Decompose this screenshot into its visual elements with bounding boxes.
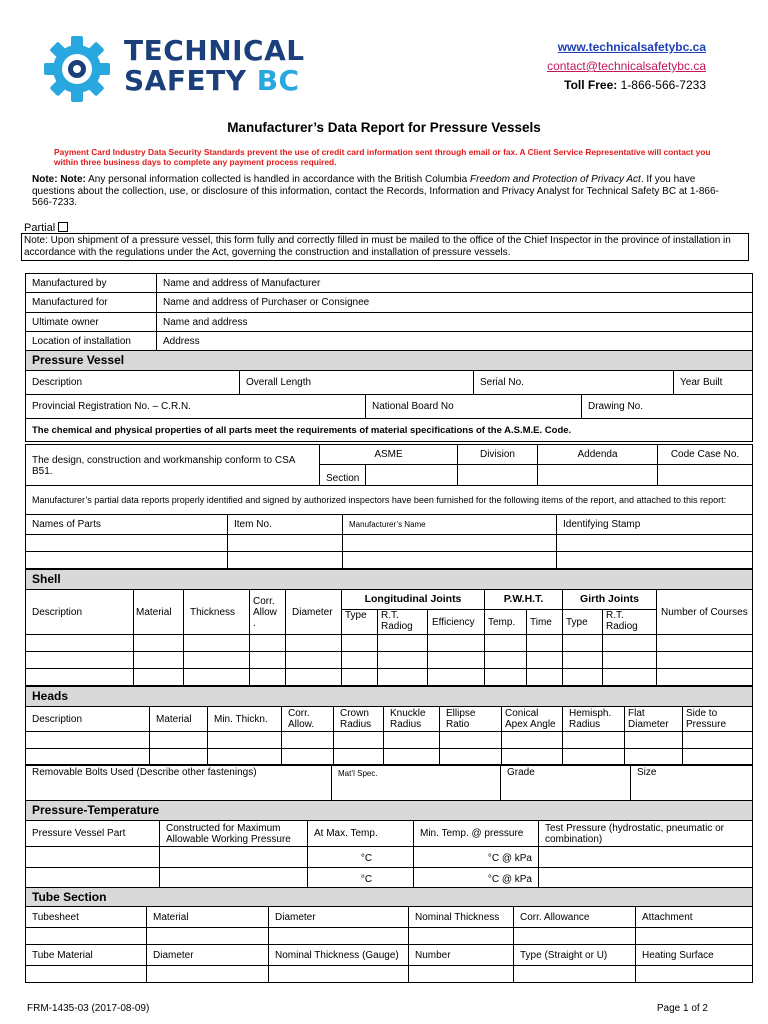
design-statement: The design, construction and workmanship conform to CSA B51. bbox=[26, 445, 320, 486]
partial-checkbox[interactable] bbox=[58, 222, 68, 232]
tollfree-number: 1-866-566-7233 bbox=[620, 78, 706, 92]
table-row bbox=[26, 732, 753, 749]
cell[interactable] bbox=[26, 652, 134, 669]
cell[interactable] bbox=[409, 928, 514, 945]
manufacturers-name-header: Manufacturer’s Name bbox=[343, 515, 557, 535]
heads-material-header: Material bbox=[150, 707, 208, 732]
cell[interactable] bbox=[603, 652, 657, 669]
cell[interactable] bbox=[636, 966, 753, 983]
table-row bbox=[26, 535, 753, 552]
cell[interactable] bbox=[26, 669, 134, 686]
division-value[interactable] bbox=[458, 465, 538, 486]
tube-section-table bbox=[25, 887, 753, 983]
shell-thickness-header: Thickness bbox=[184, 590, 250, 635]
bolts-table bbox=[25, 764, 753, 801]
ultimate-owner-field[interactable]: Name and address bbox=[157, 313, 753, 332]
cell[interactable] bbox=[440, 749, 502, 766]
logo-wordmark bbox=[124, 36, 305, 96]
shell-material-header: Material bbox=[134, 590, 184, 635]
cell[interactable] bbox=[563, 652, 603, 669]
part-name-cell[interactable] bbox=[26, 552, 228, 569]
cell[interactable] bbox=[539, 847, 753, 868]
page-number: Page 1 of 2 bbox=[656, 1003, 708, 1014]
table-row bbox=[26, 847, 753, 868]
cell[interactable] bbox=[160, 868, 308, 889]
cell[interactable] bbox=[134, 635, 184, 652]
division-field[interactable]: Division bbox=[458, 445, 538, 465]
removable-bolts-field[interactable]: Removable Bolts Used (Describe other fastenings) bbox=[26, 765, 332, 801]
matl-spec-field[interactable]: Mat’l Spec. bbox=[332, 765, 501, 801]
cell[interactable] bbox=[683, 732, 753, 749]
table-row bbox=[26, 669, 753, 686]
cell[interactable] bbox=[527, 669, 563, 686]
cell[interactable] bbox=[636, 928, 753, 945]
tube-number-header: Number bbox=[409, 945, 514, 966]
efficiency-header: Efficiency bbox=[428, 610, 485, 635]
cell[interactable] bbox=[514, 928, 636, 945]
cell[interactable] bbox=[563, 749, 625, 766]
manufactured-by-field[interactable]: Name and address of Manufacturer bbox=[157, 274, 753, 293]
table-row bbox=[26, 552, 753, 569]
cell[interactable] bbox=[527, 635, 563, 652]
crown-radius-header: Crown Radius bbox=[334, 707, 384, 732]
manufactured-for-field[interactable]: Name and address of Purchaser or Consignee bbox=[157, 293, 753, 313]
cell[interactable] bbox=[378, 669, 428, 686]
serial-no-field[interactable]: Serial No. bbox=[474, 371, 674, 395]
cell[interactable] bbox=[334, 749, 384, 766]
heads-table bbox=[25, 686, 753, 766]
pci-notice: Payment Card Industry Data Security Standards prevent the use of credit card information sent through email or fax. A Client Service Representative will contact you within three business days to complete any payment process required. bbox=[54, 147, 711, 167]
cell[interactable] bbox=[485, 652, 527, 669]
tube-section-heading: Tube Section bbox=[26, 888, 753, 907]
cell[interactable] bbox=[334, 732, 384, 749]
pv-description-field[interactable]: Description bbox=[26, 371, 240, 395]
attachment-header: Attachment bbox=[636, 907, 753, 928]
page-title: Manufacturer’s Data Report for Pressure Vessels bbox=[227, 120, 541, 135]
cell[interactable] bbox=[134, 652, 184, 669]
cell[interactable] bbox=[286, 669, 342, 686]
overall-length-field[interactable]: Overall Length bbox=[240, 371, 474, 395]
manufacturer-cell[interactable] bbox=[343, 535, 557, 552]
cell[interactable] bbox=[384, 732, 440, 749]
cell[interactable] bbox=[150, 732, 208, 749]
tube-type-header: Type (Straight or U) bbox=[514, 945, 636, 966]
cell[interactable] bbox=[440, 732, 502, 749]
cell[interactable] bbox=[184, 652, 250, 669]
longitudinal-joints-header: Longitudinal Joints bbox=[342, 590, 485, 610]
privacy-act-name: Freedom and Protection of Privacy Act bbox=[470, 174, 641, 185]
logo-line2: SAFETY bbox=[124, 64, 247, 97]
cell[interactable] bbox=[428, 652, 485, 669]
addenda-field[interactable]: Addenda bbox=[538, 445, 658, 465]
table-row bbox=[26, 749, 753, 766]
cell[interactable] bbox=[378, 635, 428, 652]
pwht-header: P.W.H.T. bbox=[485, 590, 563, 610]
max-pressure-header: Constructed for Maximum Allowable Working Pressure bbox=[160, 821, 308, 847]
cell[interactable] bbox=[26, 732, 150, 749]
table-row bbox=[26, 635, 753, 652]
drawing-no-field[interactable]: Drawing No. bbox=[582, 395, 753, 419]
tube-diameter-header: Diameter bbox=[147, 945, 269, 966]
nominal-thickness-gauge-header: Nominal Thickness (Gauge) bbox=[269, 945, 409, 966]
cell[interactable] bbox=[26, 635, 134, 652]
cell[interactable] bbox=[286, 652, 342, 669]
pwht-temp-header: Temp. bbox=[485, 610, 527, 635]
national-board-field[interactable]: National Board No bbox=[366, 395, 582, 419]
cell[interactable] bbox=[563, 732, 625, 749]
cell[interactable] bbox=[26, 749, 150, 766]
girth-joints-header: Girth Joints bbox=[563, 590, 657, 610]
cell[interactable] bbox=[563, 669, 603, 686]
identifying-stamp-header: Identifying Stamp bbox=[557, 515, 753, 535]
design-code-table bbox=[25, 444, 753, 515]
max-temp-cell[interactable]: °C bbox=[308, 847, 414, 868]
privacy-text-b: . If you have questions about the collection, use, or disclosure of this information, contact the Records, Information and Privacy Analyst for Technical Safety BC at 1-866-566-7233. bbox=[32, 174, 719, 208]
cell[interactable] bbox=[502, 732, 563, 749]
manufacturer-cell[interactable] bbox=[343, 552, 557, 569]
manufactured-for-label: Manufactured for bbox=[26, 293, 157, 313]
privacy-text-a: Any personal information collected is handled in accordance with the British Columbia bbox=[85, 174, 470, 185]
table-row bbox=[26, 868, 753, 889]
heads-min-thickn-header: Min. Thickn. bbox=[208, 707, 282, 732]
pressure-vessel-table bbox=[25, 350, 753, 442]
cell[interactable] bbox=[26, 928, 147, 945]
shell-diameter-header: Diameter bbox=[286, 590, 342, 635]
knuckle-radius-header: Knuckle Radius bbox=[384, 707, 440, 732]
cell[interactable] bbox=[147, 928, 269, 945]
tube-material-header: Tube Material bbox=[26, 945, 147, 966]
cell[interactable] bbox=[134, 669, 184, 686]
max-temp-cell[interactable]: °C bbox=[308, 868, 414, 889]
cell[interactable] bbox=[563, 635, 603, 652]
heating-surface-header: Heating Surface bbox=[636, 945, 753, 966]
shell-table bbox=[25, 569, 753, 686]
tollfree-label: Toll Free: bbox=[564, 78, 618, 92]
logo-line1: TECHNICAL bbox=[124, 34, 305, 67]
shell-heading: Shell bbox=[26, 570, 753, 590]
tubesheet-diameter-header: Diameter bbox=[269, 907, 409, 928]
cell[interactable] bbox=[378, 652, 428, 669]
logo-bc: BC bbox=[256, 64, 300, 97]
long-type-header: Type bbox=[342, 610, 378, 635]
cell[interactable] bbox=[282, 749, 334, 766]
partial-label: Partial bbox=[24, 222, 56, 234]
partial-reports-table bbox=[25, 514, 753, 569]
addenda-value[interactable] bbox=[538, 465, 658, 486]
grade-field[interactable]: Grade bbox=[501, 765, 631, 801]
cell[interactable] bbox=[250, 669, 286, 686]
pv-part-header: Pressure Vessel Part bbox=[26, 821, 160, 847]
max-temp-header: At Max. Temp. bbox=[308, 821, 414, 847]
cell[interactable] bbox=[208, 732, 282, 749]
cell[interactable] bbox=[657, 635, 753, 652]
stamp-cell[interactable] bbox=[557, 552, 753, 569]
cell[interactable] bbox=[603, 635, 657, 652]
conical-apex-header: Conical Apex Angle bbox=[502, 707, 563, 732]
cell[interactable] bbox=[26, 868, 160, 889]
cell[interactable] bbox=[342, 652, 378, 669]
cell[interactable] bbox=[657, 669, 753, 686]
cell[interactable] bbox=[603, 669, 657, 686]
ellipse-ratio-header: Ellipse Ratio bbox=[440, 707, 502, 732]
cell[interactable] bbox=[625, 749, 683, 766]
cell[interactable] bbox=[428, 635, 485, 652]
manufactured-by-label: Manufactured by bbox=[26, 274, 157, 293]
cell[interactable] bbox=[384, 749, 440, 766]
code-case-field[interactable]: Code Case No. bbox=[658, 445, 753, 465]
pressure-temperature-heading: Pressure-Temperature bbox=[26, 801, 753, 821]
cell[interactable] bbox=[286, 635, 342, 652]
cell[interactable] bbox=[539, 868, 753, 889]
flat-diameter-header: Flat Diameter bbox=[625, 707, 683, 732]
shipment-note: Note: Upon shipment of a pressure vessel, this form fully and correctly filled in must be mailed to the office of the Chief Inspector in the province of installation in accordance with the regulations under the Act, governing the construction and installation of pressure vessels. bbox=[21, 233, 749, 261]
min-temp-header: Min. Temp. @ pressure bbox=[414, 821, 539, 847]
part-name-cell[interactable] bbox=[26, 535, 228, 552]
side-to-pressure-header: Side to Pressure bbox=[683, 707, 753, 732]
cell[interactable] bbox=[485, 635, 527, 652]
crn-field[interactable]: Provincial Registration No. – C.R.N. bbox=[26, 395, 366, 419]
cell[interactable] bbox=[657, 652, 753, 669]
min-temp-cell[interactable]: °C @ kPa bbox=[414, 868, 539, 889]
cell[interactable] bbox=[184, 635, 250, 652]
cell[interactable] bbox=[625, 732, 683, 749]
test-pressure-header: Test Pressure (hydrostatic, pneumatic or combination) bbox=[539, 821, 753, 847]
privacy-note bbox=[32, 174, 722, 209]
tubesheet-header: Tubesheet bbox=[26, 907, 147, 928]
cell[interactable] bbox=[26, 966, 147, 983]
girth-type-header: Type bbox=[563, 610, 603, 635]
code-case-value[interactable] bbox=[658, 465, 753, 486]
section-label: Section bbox=[320, 465, 366, 486]
stamp-cell[interactable] bbox=[557, 535, 753, 552]
cell[interactable] bbox=[342, 635, 378, 652]
gear-logo-icon bbox=[42, 34, 112, 104]
cell[interactable] bbox=[282, 732, 334, 749]
website-link[interactable]: www.technicalsafetybc.ca bbox=[557, 40, 706, 54]
long-rt-header: R.T. Radiog bbox=[378, 610, 428, 635]
hemisph-radius-header: Hemisph. Radius bbox=[563, 707, 625, 732]
cell[interactable] bbox=[250, 635, 286, 652]
pressure-vessel-heading: Pressure Vessel bbox=[26, 351, 753, 371]
cell[interactable] bbox=[208, 749, 282, 766]
shell-corr-allow-header: Corr. Allow . bbox=[250, 590, 286, 635]
pressure-temperature-table bbox=[25, 800, 753, 889]
cell[interactable] bbox=[184, 669, 250, 686]
cell[interactable] bbox=[160, 847, 308, 868]
heads-description-header: Description bbox=[26, 707, 150, 732]
names-of-parts-header: Names of Parts bbox=[26, 515, 228, 535]
nominal-thickness-header: Nominal Thickness bbox=[409, 907, 514, 928]
partial-reports-statement: Manufacturer’s partial data reports properly identified and signed by authorized inspectors have been furnished for the following items of the report, and attached to this report: bbox=[26, 486, 753, 515]
girth-rt-header: R.T. Radiog bbox=[603, 610, 657, 635]
email-link[interactable]: contact@technicalsafetybc.ca bbox=[547, 59, 706, 73]
table-row bbox=[26, 652, 753, 669]
number-of-courses-header: Number of Courses bbox=[657, 590, 753, 635]
cell[interactable] bbox=[269, 966, 409, 983]
table-row bbox=[26, 966, 753, 983]
cell[interactable] bbox=[342, 669, 378, 686]
location-label: Location of installation bbox=[26, 332, 157, 351]
item-no-header: Item No. bbox=[228, 515, 343, 535]
cell[interactable] bbox=[428, 669, 485, 686]
cell[interactable] bbox=[147, 966, 269, 983]
asme-field[interactable]: ASME bbox=[320, 445, 458, 465]
cell[interactable] bbox=[502, 749, 563, 766]
cell[interactable] bbox=[269, 928, 409, 945]
shell-description-header: Description bbox=[26, 590, 134, 635]
item-no-cell[interactable] bbox=[228, 535, 343, 552]
cell[interactable] bbox=[150, 749, 208, 766]
cell[interactable] bbox=[683, 749, 753, 766]
location-field[interactable]: Address bbox=[157, 332, 753, 351]
size-field[interactable]: Size bbox=[631, 765, 753, 801]
year-built-field[interactable]: Year Built bbox=[674, 371, 753, 395]
privacy-note-label: Note: Note: bbox=[32, 174, 86, 185]
cell[interactable] bbox=[485, 669, 527, 686]
contact-block bbox=[547, 38, 706, 95]
min-temp-cell[interactable]: °C @ kPa bbox=[414, 847, 539, 868]
cell[interactable] bbox=[527, 652, 563, 669]
cell[interactable] bbox=[26, 847, 160, 868]
table-row bbox=[26, 928, 753, 945]
heads-heading: Heads bbox=[26, 687, 753, 707]
heads-corr-allow-header: Corr. Allow. bbox=[282, 707, 334, 732]
corr-allowance-header: Corr. Allowance bbox=[514, 907, 636, 928]
section-field[interactable] bbox=[366, 465, 458, 486]
item-no-cell[interactable] bbox=[228, 552, 343, 569]
owner-info-table bbox=[25, 273, 753, 351]
form-id: FRM-1435-03 (2017-08-09) bbox=[27, 1003, 150, 1014]
tubesheet-material-header: Material bbox=[147, 907, 269, 928]
asme-statement: The chemical and physical properties of all parts meet the requirements of material specifications of the A.S.M.E. Code. bbox=[26, 419, 753, 442]
ultimate-owner-label: Ultimate owner bbox=[26, 313, 157, 332]
pwht-time-header: Time bbox=[527, 610, 563, 635]
cell[interactable] bbox=[250, 652, 286, 669]
cell[interactable] bbox=[409, 966, 514, 983]
cell[interactable] bbox=[514, 966, 636, 983]
